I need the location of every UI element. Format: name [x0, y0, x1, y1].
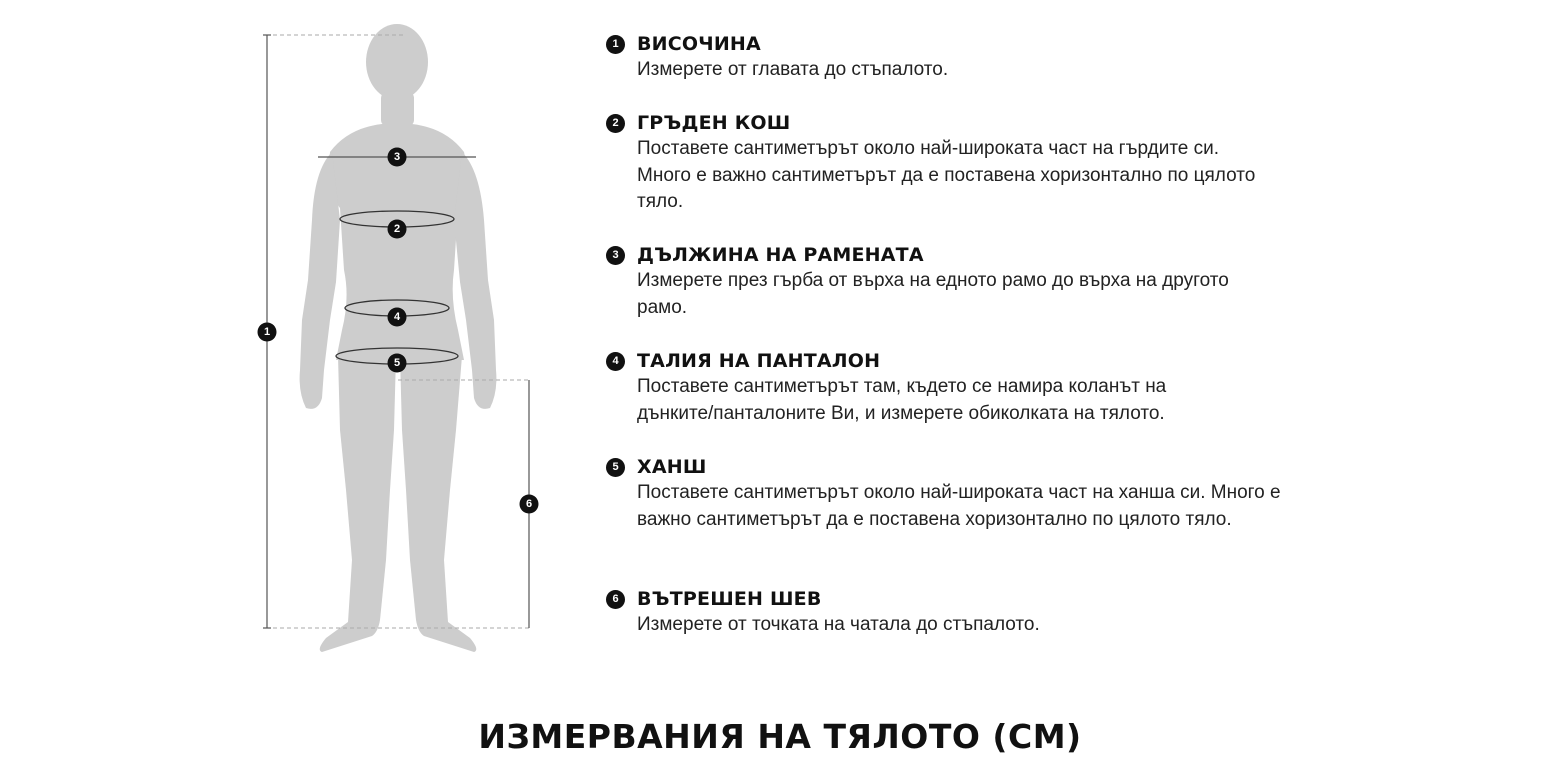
number-badge: 1 — [606, 35, 625, 54]
body-figure — [240, 20, 560, 670]
instruction-title: ВЪТРЕШЕН ШЕВ — [637, 588, 822, 610]
svg-text:1: 1 — [263, 326, 271, 338]
svg-text:6: 6 — [525, 498, 533, 510]
instruction-text: Измерете от точката на чатала до стъпалото. — [637, 614, 1040, 635]
instruction-height — [606, 31, 1306, 84]
svg-text:4: 4 — [393, 311, 401, 323]
svg-text:5: 5 — [393, 357, 401, 369]
instruction-shoulder-length — [606, 242, 1306, 321]
marker-3 — [388, 148, 407, 167]
number-badge: 3 — [606, 246, 625, 265]
instruction-title: ТАЛИЯ НА ПАНТАЛОН — [637, 350, 881, 372]
instruction-title: ДЪЛЖИНА НА РАМЕНАТА — [637, 244, 924, 266]
instruction-inseam — [606, 586, 1306, 639]
page-title: ИЗМЕРВАНИЯ НА ТЯЛОТО (СМ) — [478, 717, 1082, 756]
instruction-chest — [606, 110, 1306, 216]
marker-1 — [258, 323, 277, 342]
number-badge: 4 — [606, 352, 625, 371]
instruction-title: ГРЪДЕН КОШ — [637, 112, 791, 134]
instruction-text: Поставете сантиметърът там, където се намира коланът на дънките/панталоните Ви, и измерете обиколката на тялото. — [637, 376, 1167, 424]
marker-5 — [388, 354, 407, 373]
body-silhouette — [300, 24, 497, 652]
instruction-text: Измерете през гърба от върха на едното рамо до върха на другото рамо. — [637, 270, 1229, 318]
body-diagram — [240, 20, 560, 670]
svg-text:3: 3 — [393, 151, 401, 163]
marker-6 — [520, 495, 539, 514]
number-badge: 2 — [606, 114, 625, 133]
number-badge: 5 — [606, 458, 625, 477]
instruction-hip — [606, 454, 1306, 533]
marker-4 — [388, 308, 407, 327]
instruction-title: ХАНШ — [637, 456, 707, 478]
number-badge: 6 — [606, 590, 625, 609]
marker-2 — [388, 220, 407, 239]
svg-text:2: 2 — [393, 223, 401, 235]
instruction-title: ВИСОЧИНА — [637, 33, 761, 55]
instruction-text: Поставете сантиметърът около най-широката част на ханша си. Много е важно сантиметърът да е поставена хоризонтално по цялото тяло. — [637, 482, 1281, 530]
instruction-trouser-waist — [606, 348, 1306, 427]
instruction-text: Поставете сантиметърът около най-широката част на гърдите си. Много е важно сантиметърът да е поставена хоризонтално по цялото тяло. — [637, 138, 1256, 212]
instruction-text: Измерете от главата до стъпалото. — [637, 59, 949, 80]
